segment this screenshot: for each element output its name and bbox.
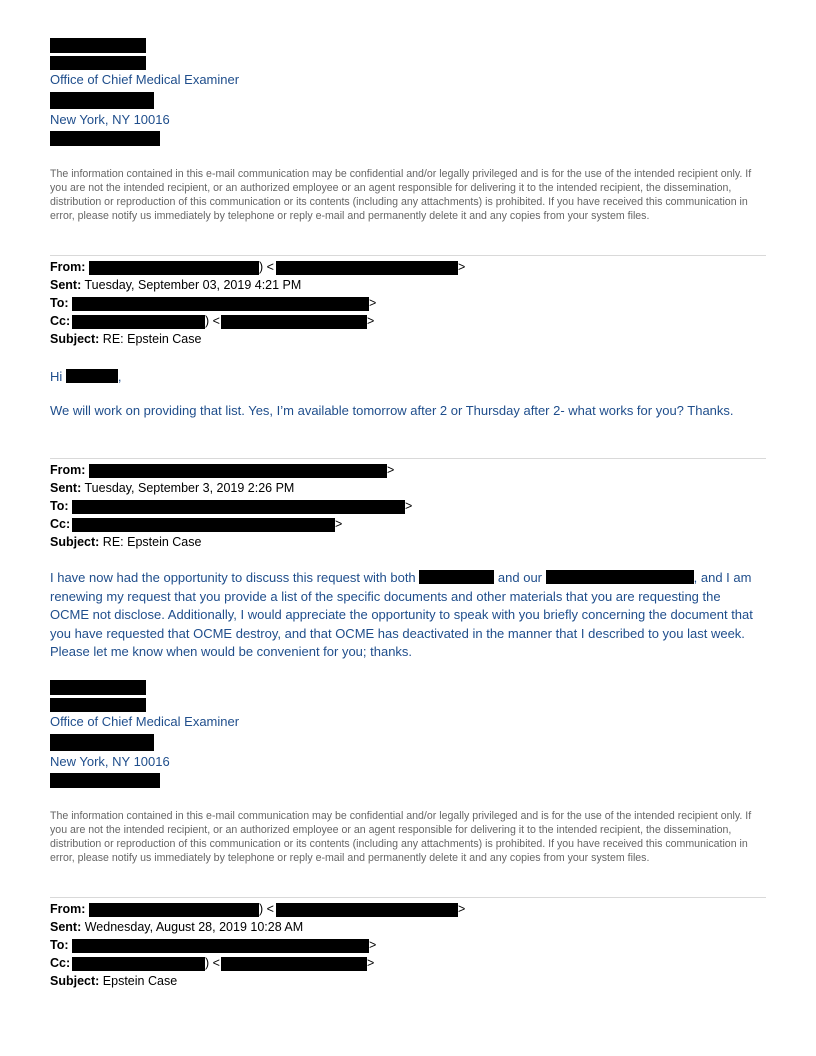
email-2-sent-value: Tuesday, September 3, 2019 2:26 PM — [84, 481, 295, 495]
redacted-cc — [72, 518, 335, 532]
email-1-sent-value: Tuesday, September 03, 2019 4:21 PM — [84, 278, 302, 292]
email-3-subject-value: Epstein Case — [102, 974, 178, 988]
redacted-sender-name — [89, 903, 259, 917]
email-3-cc-end: > — [367, 956, 375, 970]
body-part-1: I have now had the opportunity to discuss this request with both — [50, 570, 416, 585]
redacted-phone — [50, 131, 160, 146]
redacted-cc-name — [72, 315, 205, 329]
email-1-from-end: > — [458, 260, 466, 274]
email-2-subject — [50, 535, 201, 549]
to-label: To: — [50, 296, 69, 310]
redacted-title — [50, 698, 146, 712]
subject-label: Subject: — [50, 974, 100, 988]
email-2-to — [50, 499, 69, 513]
redacted-sender-email — [276, 903, 458, 917]
email-1-greeting — [50, 369, 122, 384]
redacted-cc-email — [221, 315, 367, 329]
signature-office: Office of Chief Medical Examiner — [50, 714, 240, 729]
redacted-recipient — [72, 939, 369, 953]
email-1-subject-value: RE: Epstein Case — [102, 332, 202, 346]
email-2-from-end: > — [387, 463, 395, 477]
email-1-from-sep: ) < — [259, 260, 274, 274]
redacted-cc-name — [72, 957, 205, 971]
separator-line — [50, 458, 766, 459]
email-3-from — [50, 902, 85, 916]
cc-label: Cc: — [50, 314, 71, 328]
email-1-cc-end: > — [367, 314, 375, 328]
subject-label: Subject: — [50, 332, 100, 346]
redacted-name — [50, 680, 146, 695]
redacted-organization — [546, 570, 694, 584]
email-3-to — [50, 938, 69, 952]
from-label: From: — [50, 902, 86, 916]
from-label: From: — [50, 463, 86, 477]
email-1-sent — [50, 278, 301, 292]
email-2-subject-value: RE: Epstein Case — [102, 535, 202, 549]
email-3-to-end: > — [369, 938, 377, 952]
redacted-sender-name — [89, 261, 259, 275]
redacted-sender — [89, 464, 387, 478]
greeting-comma: , — [117, 369, 122, 384]
sent-label: Sent: — [50, 920, 82, 934]
redacted-address — [50, 92, 154, 109]
email-1-to — [50, 296, 69, 310]
email-2-sent — [50, 481, 294, 495]
email-1-body: We will work on providing that list. Yes, I’m available tomorrow after 2 or Thursday after 2- what works for you? Thanks. — [50, 403, 734, 418]
redacted-greeting-name — [66, 369, 118, 383]
email-3-cc-sep: ) < — [205, 956, 220, 970]
email-2-body — [50, 569, 760, 662]
to-label: To: — [50, 938, 69, 952]
redacted-address — [50, 734, 154, 751]
separator-line — [50, 255, 766, 256]
email-2-cc-end: > — [335, 517, 343, 531]
email-1-to-end: > — [369, 296, 377, 310]
redacted-cc-email — [221, 957, 367, 971]
redacted-title — [50, 56, 146, 70]
confidentiality-disclaimer: The information contained in this e-mail communication may be confidential and/or legally privileged and is for the use of the intended recipient only. If you are not the intended recipient, or an authorized employee or an agent responsible for delivering it to the intended recipient, the dissemination, distribution or reproduction of this communication or its contents (including any attachments) is prohibited. If you have received this communication in error, please notify us immediately by telephone or reply e-mail and permanently delete it and any copies from your system files. — [50, 168, 752, 222]
email-3-sent-value: Wednesday, August 28, 2019 10:28 AM — [84, 920, 304, 934]
body-part-3: , and I am renewing my request that you provide a list of the specific documents and other materials that you are requesting the OCME not disclose. Additionally, I would appreciate the opportunity to speak with you briefly concerning the document that you have requested that OCME destroy, and that OCME has deactivated in the manner that I described to you last week. Please let me know when would be convenient for you; thanks. — [50, 570, 753, 659]
redacted-person — [419, 570, 494, 584]
redacted-name — [50, 38, 146, 53]
redacted-recipient — [72, 500, 405, 514]
separator-line — [50, 897, 766, 898]
greeting-text: Hi — [50, 369, 63, 384]
signature-office: Office of Chief Medical Examiner — [50, 72, 240, 87]
redacted-sender-email — [276, 261, 458, 275]
email-3-from-end: > — [458, 902, 466, 916]
signature-city: New York, NY 10016 — [50, 112, 170, 127]
email-2-to-end: > — [405, 499, 413, 513]
body-part-2: and our — [497, 570, 543, 585]
sent-label: Sent: — [50, 278, 82, 292]
sent-label: Sent: — [50, 481, 82, 495]
email-2-cc — [50, 517, 70, 531]
redacted-phone — [50, 773, 160, 788]
signature-city: New York, NY 10016 — [50, 754, 170, 769]
from-label: From: — [50, 260, 86, 274]
email-3-from-sep: ) < — [259, 902, 274, 916]
email-3-sent — [50, 920, 303, 934]
email-1-cc — [50, 314, 70, 328]
email-1-cc-sep: ) < — [205, 314, 220, 328]
email-3-cc — [50, 956, 70, 970]
to-label: To: — [50, 499, 69, 513]
redacted-recipient — [72, 297, 369, 311]
cc-label: Cc: — [50, 956, 71, 970]
email-1-subject — [50, 332, 201, 346]
cc-label: Cc: — [50, 517, 71, 531]
confidentiality-disclaimer: The information contained in this e-mail communication may be confidential and/or legally privileged and is for the use of the intended recipient only. If you are not the intended recipient, or an authorized employee or an agent responsible for delivering it to the intended recipient, the dissemination, distribution or reproduction of this communication or its contents (including any attachments) is prohibited. If you have received this communication in error, please notify us immediately by telephone or reply e-mail and permanently delete it and any copies from your system files. — [50, 810, 752, 864]
email-3-subject — [50, 974, 177, 988]
email-1-from — [50, 260, 85, 274]
email-2-from — [50, 463, 85, 477]
subject-label: Subject: — [50, 535, 100, 549]
